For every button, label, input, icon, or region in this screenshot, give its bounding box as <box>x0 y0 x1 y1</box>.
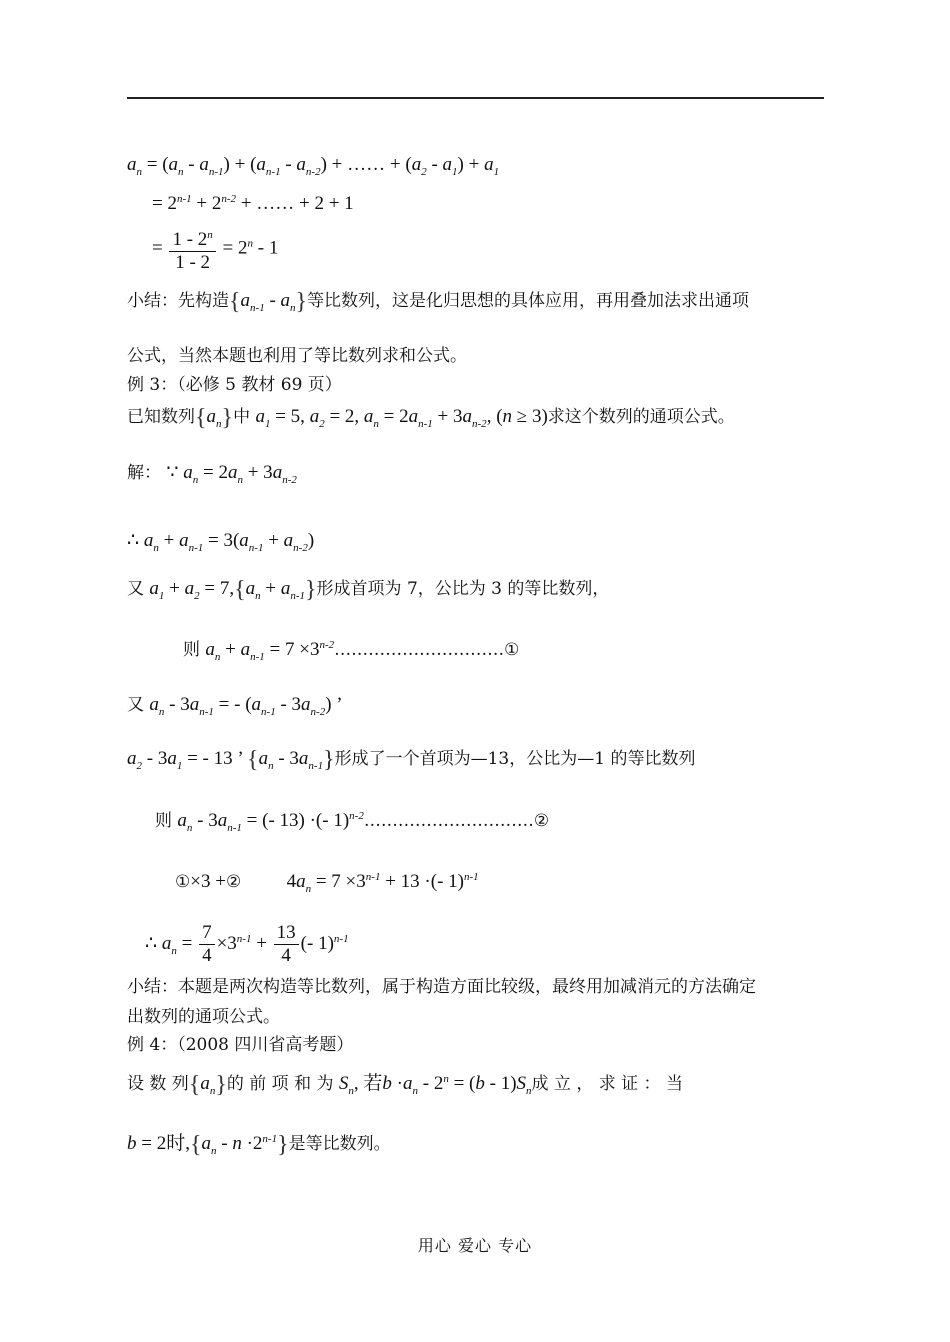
example4-prompt-line2: b = 2时$,\{a_n - n \cdot 2^{n-1}\}$是等比数列。 <box>127 1132 391 1158</box>
example4-title: 例 4：（2008 四川省高考题） <box>127 1035 354 1055</box>
summary2-line2: 出数列的通项公式。 <box>127 1007 280 1027</box>
eq-sum-line2: = $2^{n-1} + 2^{n-2}$ + …… + 2 + 1 <box>152 193 354 214</box>
ze-line1: 则 $a_n + a_{n-1} = 7$ $\times 3^{n-2}\dots\dots\dots\dots\dots\dots\dots\dots\dots\dots ①$ <box>183 639 520 663</box>
ze-line2: 则 $a_n - 3a_{n-1}$ = (- 13) ·(- 1)$^{n-2}$…………………………② <box>155 810 550 834</box>
eq-sum-line3: = $\frac{1 - 2^n}{1 - 2}$ = $2^n - 1$ <box>152 224 278 274</box>
eq-sum-line1: $a_n = (a_n - a_{n-1}) + (a_{n-1} - a_{n-2})$ + …… + $(a_2 - a_1) + a_1$ <box>127 154 500 178</box>
example4-prompt-line1: 设 数 列$\{a_n\}$的 前 项 和 为 $S_n$, 若$b \cdot a_n - 2^n = (b - 1)S_n$成 立 ， 求 证 ： 当 <box>127 1072 683 1098</box>
you-line2: 又 $a_n - 3a_{n-1}$ = - $(a_{n-1} - 3a_{n-2})$ ’ <box>127 694 343 718</box>
example3-prompt: 已知数列$\{a_n\}$中 $a_1 = 5$, $a_2 = 2$, $a_n = 2a_{n-1} + 3a_{n-2}$, (n ≥ 3)求这个数列的通项公式。 <box>127 405 735 431</box>
example3-title: 例 3：（必修 5 教材 69 页） <box>127 375 342 395</box>
footer: 用心 爱心 专心 <box>417 1236 533 1255</box>
therefore-line: ∴ $a_n + a_{n-1} = 3(a_{n-1} + a_{n-2})$ <box>127 530 315 554</box>
summary1-line2: 公式，当然本题也利用了等比数列求和公式。 <box>127 346 467 366</box>
combine-line: ①×3 +② $4a_n = 7 \times 3^{n-1} + 13$ ·(- 1)$^{n-1}$ <box>175 871 479 895</box>
you-line1: 又 $a_1 + a_2 = 7,\{a_n + a_{n-1}\}$形成首项为 7，公比为 3 的等比数列， <box>127 577 610 603</box>
line-b: $a_2 - 3a_1$ = - 13 ’ $\{a_n - 3a_{n-1}\}$形成了一个首项为—13，公比为—1 的等比数列 <box>127 747 696 773</box>
result-line: ∴ $a_n$ = $\frac{7}{4}$ $\times 3^{n-1}$ + $\frac{13}{4}$ (- 1)$^{n-1}$ <box>145 922 349 966</box>
header-rule <box>127 97 824 99</box>
summary1-line1: 小结：先构造$\{a_{n-1} - a_n\}$等比数列，这是化归思想的具体应用，再用叠加法求出通项 <box>127 289 750 315</box>
solution-line: 解： ∵ $a_n = 2a_n + 3a_{n-2}$ <box>127 462 297 486</box>
summary2-line1: 小结：本题是两次构造等比数列，属于构造方面比较级，最终用加减消元的方法确定 <box>127 977 756 997</box>
